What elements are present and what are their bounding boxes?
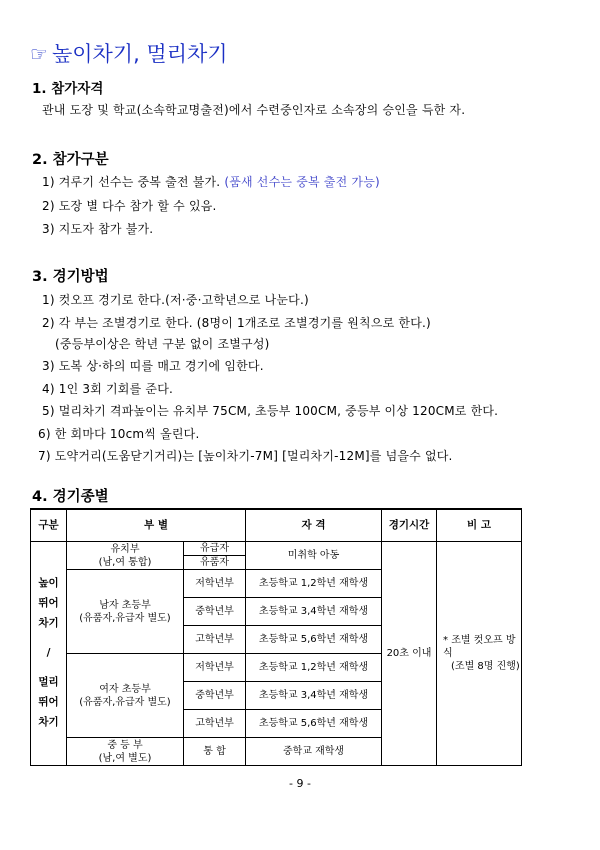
gubun-line: 뛰어	[38, 696, 59, 709]
pointing-hand-icon: ☞	[30, 42, 48, 66]
kinder-division	[67, 542, 184, 570]
kinder-belt1: 유급자	[184, 542, 246, 556]
page-number: - 9 -	[289, 777, 311, 790]
section2-item3: 3) 지도자 참가 불가.	[42, 222, 154, 236]
kinder-name: 유치부	[110, 543, 140, 555]
gubun-line: /	[46, 646, 51, 659]
section3-heading: 3. 경기방법	[32, 269, 109, 285]
middle-qual: 중학교 재학생	[246, 738, 382, 766]
section3-item1: 1) 컷오프 경기로 한다.(저·중·고학년으로 나눈다.)	[42, 293, 309, 307]
section3-item5: 5) 멀리차기 격파높이는 유치부 75CM, 초등부 100CM, 중등부 이상 120CM로 한다.	[42, 404, 499, 418]
section3-item2: 2) 각 부는 조별경기로 한다. (8명이 1개조로 조별경기를 원칙으로 한다.)	[42, 316, 431, 330]
boys-division	[67, 570, 184, 654]
header-bu: 부 별	[67, 509, 246, 542]
section2-item1-note: (품새 선수는 중복 출전 가능)	[224, 175, 380, 189]
boys-name: 남자 초등부	[99, 599, 151, 611]
kinder-qual: 미취학 아동	[246, 542, 382, 570]
girls-qual-mid: 초등학교 3,4학년 재학생	[246, 682, 382, 710]
kinder-belt2: 유품자	[184, 556, 246, 570]
girls-grade-low: 저학년부	[184, 654, 246, 682]
header-gubun: 구분	[31, 509, 67, 542]
bigo-line1: * 조별 컷오프 방식	[443, 635, 516, 659]
event-category-table	[30, 508, 522, 766]
girls-grade-high: 고학년부	[184, 710, 246, 738]
boys-grade-low: 저학년부	[184, 570, 246, 598]
gubun-line: 뛰어	[38, 596, 59, 609]
page-title	[30, 38, 228, 68]
bigo-cell	[437, 542, 522, 766]
page-title-text: 높이차기, 멀리차기	[51, 42, 228, 66]
table-header-row	[31, 509, 522, 542]
gubun-line: 차기	[38, 616, 59, 629]
girls-qual-low: 초등학교 1,2학년 재학생	[246, 654, 382, 682]
section1-heading: 1. 참가자격	[32, 81, 104, 97]
time-cell: 20초 이내	[382, 542, 437, 766]
header-time: 경기시간	[382, 509, 437, 542]
header-bigo: 비 고	[437, 509, 522, 542]
boys-qual-high: 초등학교 5,6학년 재학생	[246, 626, 382, 654]
middle-name: 중 등 부	[107, 739, 143, 751]
girls-qual-high: 초등학교 5,6학년 재학생	[246, 710, 382, 738]
section1-text: 관내 도장 및 학교(소속학교명출전)에서 수련중인자로 소속장의 승인을 득한 자.	[42, 103, 466, 117]
section3-item7: 7) 도약거리(도움닫기거리)는 [높이차기-7M] [멀리차기-12M]를 넘을수 없다.	[38, 449, 453, 463]
gubun-line: 멀리	[38, 676, 59, 689]
section3-item4: 4) 1인 3회 기회를 준다.	[42, 382, 174, 396]
girls-sub: (유품자,유급자 별도)	[79, 696, 171, 708]
middle-division	[67, 738, 184, 766]
gubun-line: 높이	[38, 576, 59, 589]
table-row	[31, 542, 522, 556]
boys-grade-high: 고학년부	[184, 626, 246, 654]
girls-grade-mid: 중학년부	[184, 682, 246, 710]
section2-item1-text: 1) 겨루기 선수는 중복 출전 불가.	[42, 175, 221, 189]
boys-sub: (유품자,유급자 별도)	[79, 612, 171, 624]
section2-item2: 2) 도장 별 다수 참가 할 수 있음.	[42, 199, 217, 213]
gubun-cell	[31, 542, 67, 766]
bigo-line2: (조별 8명 진행)	[451, 661, 520, 672]
boys-qual-mid: 초등학교 3,4학년 재학생	[246, 598, 382, 626]
middle-sub: (남,여 별도)	[98, 752, 152, 764]
gubun-line: 차기	[38, 716, 59, 729]
middle-grade: 통 합	[184, 738, 246, 766]
boys-qual-low: 초등학교 1,2학년 재학생	[246, 570, 382, 598]
kinder-sub: (남,여 통합)	[98, 556, 152, 568]
girls-division	[67, 654, 184, 738]
section3-item6: 6) 한 회마다 10cm씩 올린다.	[38, 427, 200, 441]
section2-item1	[42, 173, 380, 190]
section4-heading: 4. 경기종별	[32, 489, 109, 505]
girls-name: 여자 초등부	[99, 683, 151, 695]
boys-grade-mid: 중학년부	[184, 598, 246, 626]
header-jagyeok: 자 격	[246, 509, 382, 542]
section3-item3: 3) 도복 상·하의 띠를 매고 경기에 임한다.	[42, 359, 264, 373]
section3-item2-sub: (중등부이상은 학년 구분 없이 조별구성)	[55, 337, 270, 351]
section2-heading: 2. 참가구분	[32, 152, 109, 168]
